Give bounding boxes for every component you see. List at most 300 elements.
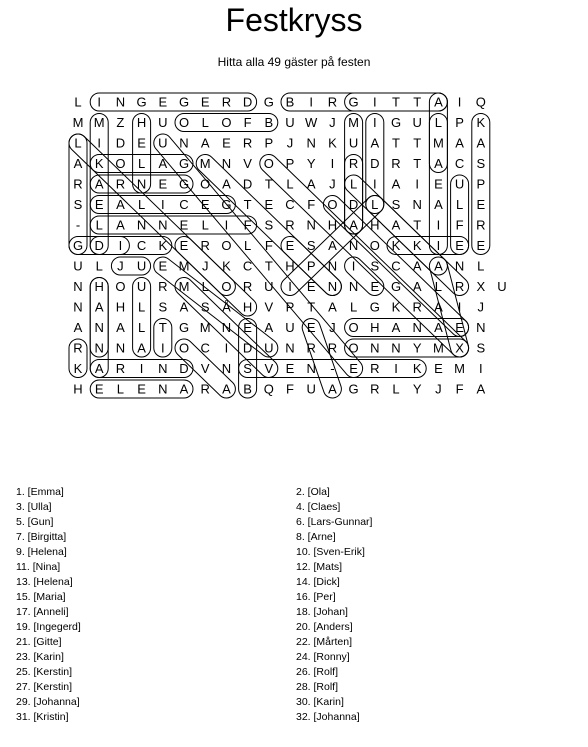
grid-letter[interactable]: A	[412, 258, 422, 274]
grid-letter[interactable]: L	[349, 299, 358, 315]
grid-letter[interactable]: C	[200, 340, 210, 356]
grid-letter[interactable]: A	[328, 381, 337, 397]
grid-letter[interactable]: N	[158, 381, 168, 397]
grid-letter[interactable]: T	[392, 94, 400, 110]
grid-letter[interactable]: S	[243, 361, 252, 376]
grid-letter[interactable]: O	[200, 176, 211, 192]
grid-letter[interactable]: N	[73, 279, 83, 294]
grid-letter[interactable]: S	[73, 197, 83, 212]
grid-letter[interactable]: M	[348, 115, 360, 130]
grid-letter[interactable]: A	[137, 340, 146, 356]
grid-letter[interactable]: R	[200, 238, 210, 253]
grid-letter[interactable]: E	[222, 135, 231, 151]
grid-letter[interactable]: I	[372, 94, 377, 110]
grid-letter[interactable]: M	[199, 156, 211, 171]
grid-letter[interactable]: R	[242, 279, 253, 294]
grid-letter[interactable]: A	[434, 299, 443, 315]
grid-letter[interactable]: A	[222, 176, 231, 192]
grid-letter[interactable]: I	[97, 135, 102, 151]
grid-letter[interactable]: G	[263, 94, 274, 110]
grid-letter[interactable]: O	[115, 279, 126, 294]
grid-letter[interactable]: L	[95, 258, 103, 274]
grid-letter[interactable]: P	[476, 176, 486, 192]
grid-letter[interactable]: N	[158, 217, 168, 233]
grid-letter[interactable]: U	[136, 258, 147, 274]
grid-letter[interactable]: I	[457, 94, 462, 110]
grid-letter[interactable]: A	[328, 299, 337, 315]
grid-letter[interactable]: I	[372, 115, 377, 130]
grid-letter[interactable]: J	[117, 258, 124, 274]
grid-letter[interactable]: R	[115, 176, 126, 192]
grid-letter[interactable]: S	[200, 299, 210, 315]
grid-letter[interactable]: U	[306, 381, 316, 397]
grid-letter[interactable]: N	[476, 320, 486, 335]
grid-letter[interactable]: F	[286, 381, 294, 397]
grid-letter[interactable]: R	[370, 381, 380, 397]
grid-letter[interactable]: I	[372, 176, 377, 192]
grid-letter[interactable]: A	[412, 279, 422, 294]
grid-letter[interactable]: A	[306, 176, 316, 192]
grid-letter[interactable]: E	[434, 176, 443, 192]
grid-letter[interactable]: S	[370, 258, 380, 274]
grid-letter[interactable]: B	[264, 115, 274, 130]
grid-letter[interactable]: L	[137, 299, 146, 315]
grid-letter[interactable]: I	[330, 156, 335, 171]
grid-letter[interactable]: O	[221, 238, 232, 253]
grid-letter[interactable]: Å	[222, 299, 231, 315]
grid-letter[interactable]: E	[285, 238, 295, 253]
grid-letter[interactable]: V	[264, 299, 274, 315]
grid-letter[interactable]: E	[349, 361, 358, 376]
grid-letter[interactable]: J	[286, 135, 294, 151]
grid-letter[interactable]: K	[158, 238, 168, 253]
grid-letter[interactable]: A	[264, 320, 274, 335]
grid-letter[interactable]: E	[179, 238, 189, 253]
grid-letter[interactable]: V	[264, 361, 274, 376]
grid-letter[interactable]: L	[137, 320, 146, 335]
grid-letter[interactable]: D	[179, 361, 189, 376]
grid-letter[interactable]: U	[264, 340, 274, 356]
grid-letter[interactable]: A	[73, 156, 83, 171]
grid-letter[interactable]: E	[285, 361, 295, 376]
grid-letter[interactable]: K	[328, 135, 337, 151]
grid-letter[interactable]: N	[136, 217, 147, 233]
grid-letter[interactable]: G	[221, 197, 232, 212]
grid-letter[interactable]: L	[349, 176, 358, 192]
grid-letter[interactable]: K	[476, 115, 486, 130]
grid-letter[interactable]: D	[348, 197, 359, 212]
grid-letter[interactable]: Q	[263, 381, 274, 397]
grid-letter[interactable]: M	[454, 361, 466, 376]
grid-letter[interactable]: V	[243, 156, 252, 171]
grid-letter[interactable]: I	[457, 299, 462, 315]
grid-letter[interactable]: M	[93, 115, 105, 130]
grid-letter[interactable]: L	[74, 135, 82, 151]
grid-letter[interactable]: -	[75, 217, 81, 233]
grid-letter[interactable]: N	[306, 135, 316, 151]
grid-letter[interactable]: O	[221, 115, 232, 130]
grid-letter[interactable]: Z	[116, 115, 125, 130]
grid-letter[interactable]: C	[136, 238, 147, 253]
grid-letter[interactable]: J	[329, 176, 336, 192]
grid-letter[interactable]: D	[242, 176, 253, 192]
grid-letter[interactable]: V	[200, 361, 210, 376]
grid-letter[interactable]: K	[412, 238, 422, 253]
grid-letter[interactable]: U	[136, 279, 147, 294]
grid-letter[interactable]: F	[264, 238, 273, 253]
grid-letter[interactable]: G	[369, 299, 380, 315]
grid-letter[interactable]: I	[160, 340, 165, 356]
grid-letter[interactable]: A	[222, 381, 231, 397]
grid-letter[interactable]: E	[264, 197, 274, 212]
grid-letter[interactable]: A	[349, 217, 358, 233]
grid-letter[interactable]: Q	[475, 94, 486, 110]
grid-letter[interactable]: P	[306, 258, 316, 274]
grid-letter[interactable]: P	[264, 135, 274, 151]
grid-letter[interactable]: G	[178, 320, 190, 335]
grid-letter[interactable]: N	[327, 258, 338, 274]
grid-letter[interactable]: E	[94, 381, 104, 397]
grid-letter[interactable]: B	[243, 381, 252, 397]
grid-letter[interactable]: U	[497, 279, 507, 294]
grid-letter[interactable]: S	[391, 197, 401, 212]
grid-letter[interactable]: A	[391, 217, 401, 233]
grid-letter[interactable]: B	[285, 94, 295, 110]
grid-letter[interactable]: E	[455, 238, 464, 253]
grid-letter[interactable]: H	[73, 381, 83, 397]
grid-letter[interactable]: O	[327, 197, 338, 212]
grid-letter[interactable]: U	[264, 279, 274, 294]
grid-letter[interactable]: D	[242, 94, 253, 110]
grid-letter[interactable]: N	[73, 299, 83, 315]
grid-letter[interactable]: J	[435, 381, 442, 397]
grid-letter[interactable]: E	[200, 94, 210, 110]
grid-letter[interactable]: A	[116, 197, 125, 212]
grid-letter[interactable]: U	[73, 258, 83, 274]
grid-letter[interactable]: N	[348, 238, 359, 253]
grid-letter[interactable]: E	[137, 381, 146, 397]
grid-letter[interactable]: Y	[306, 156, 316, 171]
grid-letter[interactable]: I	[436, 238, 441, 253]
grid-letter[interactable]: K	[73, 361, 83, 376]
grid-letter[interactable]: O	[348, 340, 359, 356]
grid-letter[interactable]: N	[221, 156, 232, 171]
grid-letter[interactable]: N	[179, 135, 189, 151]
grid-letter[interactable]: C	[285, 197, 295, 212]
grid-letter[interactable]: L	[201, 115, 209, 130]
grid-letter[interactable]: A	[158, 156, 168, 171]
grid-letter[interactable]: R	[221, 94, 232, 110]
grid-letter[interactable]: R	[454, 279, 465, 294]
grid-letter[interactable]: K	[94, 156, 104, 171]
grid-letter[interactable]: O	[263, 156, 274, 171]
grid-letter[interactable]: G	[178, 176, 190, 192]
grid-letter[interactable]: T	[413, 217, 422, 233]
grid-letter[interactable]: L	[137, 197, 146, 212]
grid-letter[interactable]: H	[370, 217, 380, 233]
grid-letter[interactable]: N	[221, 320, 232, 335]
grid-letter[interactable]: A	[116, 320, 125, 335]
grid-letter[interactable]: O	[178, 340, 190, 356]
grid-letter[interactable]: M	[72, 115, 84, 130]
grid-letter[interactable]: J	[329, 115, 336, 130]
grid-letter[interactable]: U	[285, 115, 295, 130]
grid-letter[interactable]: L	[434, 115, 443, 130]
grid-letter[interactable]: L	[455, 197, 464, 212]
grid-letter[interactable]: F	[455, 381, 464, 397]
grid-letter[interactable]: I	[351, 258, 356, 274]
grid-letter[interactable]: N	[412, 197, 422, 212]
grid-letter[interactable]: C	[454, 156, 465, 171]
grid-letter[interactable]: A	[94, 361, 104, 376]
grid-letter[interactable]: T	[413, 135, 422, 151]
grid-letter[interactable]: I	[224, 340, 229, 356]
grid-letter[interactable]: A	[434, 94, 443, 110]
grid-letter[interactable]: E	[158, 94, 168, 110]
grid-letter[interactable]: H	[285, 258, 295, 274]
grid-letter[interactable]: K	[391, 238, 401, 253]
grid-letter[interactable]: M	[199, 320, 211, 335]
grid-letter[interactable]: E	[455, 320, 464, 335]
grid-letter[interactable]: T	[158, 320, 167, 335]
grid-letter[interactable]: C	[179, 197, 189, 212]
grid-letter[interactable]: M	[178, 258, 190, 274]
grid-letter[interactable]: L	[392, 381, 400, 397]
grid-letter[interactable]: E	[476, 197, 486, 212]
grid-letter[interactable]: S	[476, 156, 486, 171]
grid-letter[interactable]: G	[390, 115, 402, 130]
grid-letter[interactable]: A	[434, 197, 443, 212]
grid-letter[interactable]: N	[285, 340, 295, 356]
grid-letter[interactable]: A	[434, 258, 443, 274]
grid-letter[interactable]: R	[327, 94, 338, 110]
grid-letter[interactable]: I	[139, 361, 144, 376]
grid-letter[interactable]: E	[243, 320, 252, 335]
grid-letter[interactable]: N	[94, 320, 104, 335]
grid-letter[interactable]: K	[391, 299, 401, 315]
grid-letter[interactable]: S	[476, 340, 486, 356]
grid-letter[interactable]: R	[412, 299, 422, 315]
grid-letter[interactable]: L	[286, 176, 294, 192]
grid-letter[interactable]: E	[434, 361, 443, 376]
grid-letter[interactable]: M	[432, 135, 444, 151]
grid-letter[interactable]: A	[116, 217, 125, 233]
grid-letter[interactable]: S	[264, 217, 274, 233]
grid-letter[interactable]: L	[434, 279, 443, 294]
grid-letter[interactable]: E	[370, 279, 380, 294]
grid-letter[interactable]: T	[413, 156, 422, 171]
grid-letter[interactable]: A	[94, 176, 104, 192]
grid-letter[interactable]: N	[115, 94, 126, 110]
grid-letter[interactable]: U	[285, 320, 295, 335]
grid-letter[interactable]: R	[200, 381, 210, 397]
grid-letter[interactable]: N	[94, 340, 104, 356]
grid-letter[interactable]: L	[137, 156, 146, 171]
grid-letter[interactable]: E	[158, 258, 168, 274]
grid-letter[interactable]: A	[73, 320, 83, 335]
grid-letter[interactable]: I	[97, 94, 102, 110]
grid-letter[interactable]: R	[327, 340, 338, 356]
grid-letter[interactable]: N	[136, 176, 147, 192]
grid-letter[interactable]: K	[222, 258, 231, 274]
grid-letter[interactable]: R	[242, 135, 253, 151]
grid-letter[interactable]: F	[307, 197, 316, 212]
grid-letter[interactable]: M	[432, 340, 444, 356]
grid-letter[interactable]: H	[370, 320, 380, 335]
grid-letter[interactable]: L	[243, 238, 252, 253]
grid-letter[interactable]: J	[329, 320, 336, 335]
grid-letter[interactable]: N	[115, 340, 126, 356]
grid-letter[interactable]: N	[221, 361, 232, 376]
grid-letter[interactable]: L	[116, 381, 125, 397]
grid-letter[interactable]: N	[348, 279, 359, 294]
grid-letter[interactable]: P	[285, 299, 295, 315]
grid-letter[interactable]: I	[224, 217, 229, 233]
grid-letter[interactable]: L	[74, 94, 82, 110]
grid-letter[interactable]: L	[201, 279, 209, 294]
grid-letter[interactable]: L	[95, 217, 103, 233]
grid-letter[interactable]: M	[178, 279, 190, 294]
grid-letter[interactable]: N	[370, 340, 380, 356]
grid-letter[interactable]: G	[136, 94, 147, 110]
grid-letter[interactable]: A	[434, 156, 443, 171]
grid-letter[interactable]: E	[306, 320, 316, 335]
grid-letter[interactable]: R	[348, 156, 359, 171]
grid-letter[interactable]: E	[94, 197, 104, 212]
grid-letter[interactable]: I	[118, 238, 123, 253]
grid-letter[interactable]: N	[391, 340, 401, 356]
grid-letter[interactable]: G	[178, 94, 190, 110]
grid-letter[interactable]: R	[476, 217, 486, 233]
grid-letter[interactable]: U	[454, 176, 465, 192]
grid-letter[interactable]: G	[348, 381, 359, 397]
grid-letter[interactable]: Y	[412, 340, 422, 356]
grid-letter[interactable]: H	[94, 279, 104, 294]
grid-letter[interactable]: P	[455, 115, 464, 130]
grid-letter[interactable]: H	[327, 217, 338, 233]
grid-letter[interactable]: R	[391, 156, 401, 171]
grid-letter[interactable]: A	[455, 135, 464, 151]
grid-letter[interactable]: U	[412, 115, 422, 130]
grid-letter[interactable]: G	[348, 94, 359, 110]
grid-letter[interactable]: N	[327, 279, 338, 294]
grid-letter[interactable]: G	[390, 279, 402, 294]
grid-letter[interactable]: H	[136, 115, 147, 130]
grid-letter[interactable]: A	[434, 320, 443, 335]
grid-letter[interactable]: J	[201, 258, 209, 274]
grid-letter[interactable]: T	[413, 94, 422, 110]
grid-letter[interactable]: N	[158, 361, 168, 376]
grid-letter[interactable]: R	[285, 217, 295, 233]
grid-letter[interactable]: A	[391, 320, 401, 335]
grid-letter[interactable]: D	[370, 156, 380, 171]
grid-letter[interactable]: E	[200, 197, 210, 212]
grid-letter[interactable]: R	[115, 361, 126, 376]
grid-letter[interactable]: S	[306, 238, 316, 253]
grid-letter[interactable]: I	[415, 176, 420, 192]
grid-letter[interactable]: S	[158, 299, 168, 315]
grid-letter[interactable]: E	[179, 217, 189, 233]
grid-letter[interactable]: T	[264, 176, 273, 192]
grid-letter[interactable]: L	[371, 197, 379, 212]
grid-letter[interactable]: G	[72, 238, 84, 253]
grid-letter[interactable]: L	[201, 217, 209, 233]
grid-letter[interactable]: N	[454, 258, 465, 274]
grid-letter[interactable]: A	[391, 176, 401, 192]
grid-letter[interactable]: O	[369, 238, 380, 253]
grid-letter[interactable]: O	[115, 156, 126, 171]
grid-letter[interactable]: R	[370, 361, 380, 376]
grid-letter[interactable]: U	[348, 135, 359, 151]
grid-letter[interactable]: N	[306, 217, 316, 233]
grid-letter[interactable]: X	[455, 340, 464, 356]
grid-letter[interactable]: P	[285, 156, 295, 171]
grid-letter[interactable]: E	[306, 279, 316, 294]
grid-letter[interactable]: I	[288, 279, 292, 294]
grid-letter[interactable]: H	[242, 299, 253, 315]
grid-letter[interactable]: A	[328, 238, 337, 253]
grid-letter[interactable]: R	[306, 340, 316, 356]
grid-letter[interactable]: T	[243, 197, 252, 212]
grid-letter[interactable]: A	[370, 135, 380, 151]
grid-letter[interactable]: D	[242, 340, 253, 356]
grid-letter[interactable]: G	[178, 156, 190, 171]
grid-letter[interactable]: -	[330, 361, 335, 376]
grid-letter[interactable]: C	[242, 258, 253, 274]
grid-letter[interactable]: U	[158, 115, 168, 130]
grid-letter[interactable]: C	[391, 258, 401, 274]
grid-letter[interactable]: D	[115, 135, 126, 151]
grid-letter[interactable]: A	[179, 381, 189, 397]
grid-letter[interactable]: F	[243, 115, 252, 130]
grid-letter[interactable]: J	[477, 299, 485, 315]
grid-letter[interactable]: D	[94, 238, 104, 253]
grid-letter[interactable]: X	[476, 279, 486, 294]
grid-letter[interactable]: F	[455, 217, 464, 233]
grid-letter[interactable]: I	[394, 361, 398, 376]
grid-letter[interactable]: O	[178, 115, 190, 130]
grid-letter[interactable]: N	[412, 320, 422, 335]
grid-letter[interactable]: I	[478, 361, 483, 376]
grid-letter[interactable]: F	[243, 217, 252, 233]
grid-letter[interactable]: E	[137, 135, 146, 151]
grid-letter[interactable]: R	[73, 176, 83, 192]
grid-letter[interactable]: O	[348, 320, 359, 335]
grid-letter[interactable]: H	[115, 299, 126, 315]
grid-letter[interactable]: A	[476, 381, 486, 397]
grid-letter[interactable]: L	[477, 258, 485, 274]
grid-letter[interactable]: I	[436, 217, 441, 233]
grid-letter[interactable]: Y	[412, 381, 422, 397]
grid-letter[interactable]: R	[73, 340, 83, 356]
grid-letter[interactable]: N	[306, 361, 316, 376]
grid-letter[interactable]: T	[264, 258, 273, 274]
grid-letter[interactable]: K	[412, 361, 422, 376]
grid-letter[interactable]: A	[476, 135, 486, 151]
grid-letter[interactable]: T	[307, 299, 316, 315]
grid-letter[interactable]: A	[179, 299, 189, 315]
grid-letter[interactable]: W	[305, 115, 318, 130]
grid-letter[interactable]: U	[158, 135, 168, 151]
grid-letter[interactable]: A	[94, 299, 104, 315]
grid-letter[interactable]: E	[476, 238, 486, 253]
grid-letter[interactable]: E	[158, 176, 168, 192]
grid-letter[interactable]: T	[392, 135, 400, 151]
grid-letter[interactable]: O	[221, 279, 232, 294]
grid-letter[interactable]: A	[200, 135, 210, 151]
grid-letter[interactable]: I	[309, 94, 314, 110]
grid-letter[interactable]: I	[160, 197, 165, 212]
